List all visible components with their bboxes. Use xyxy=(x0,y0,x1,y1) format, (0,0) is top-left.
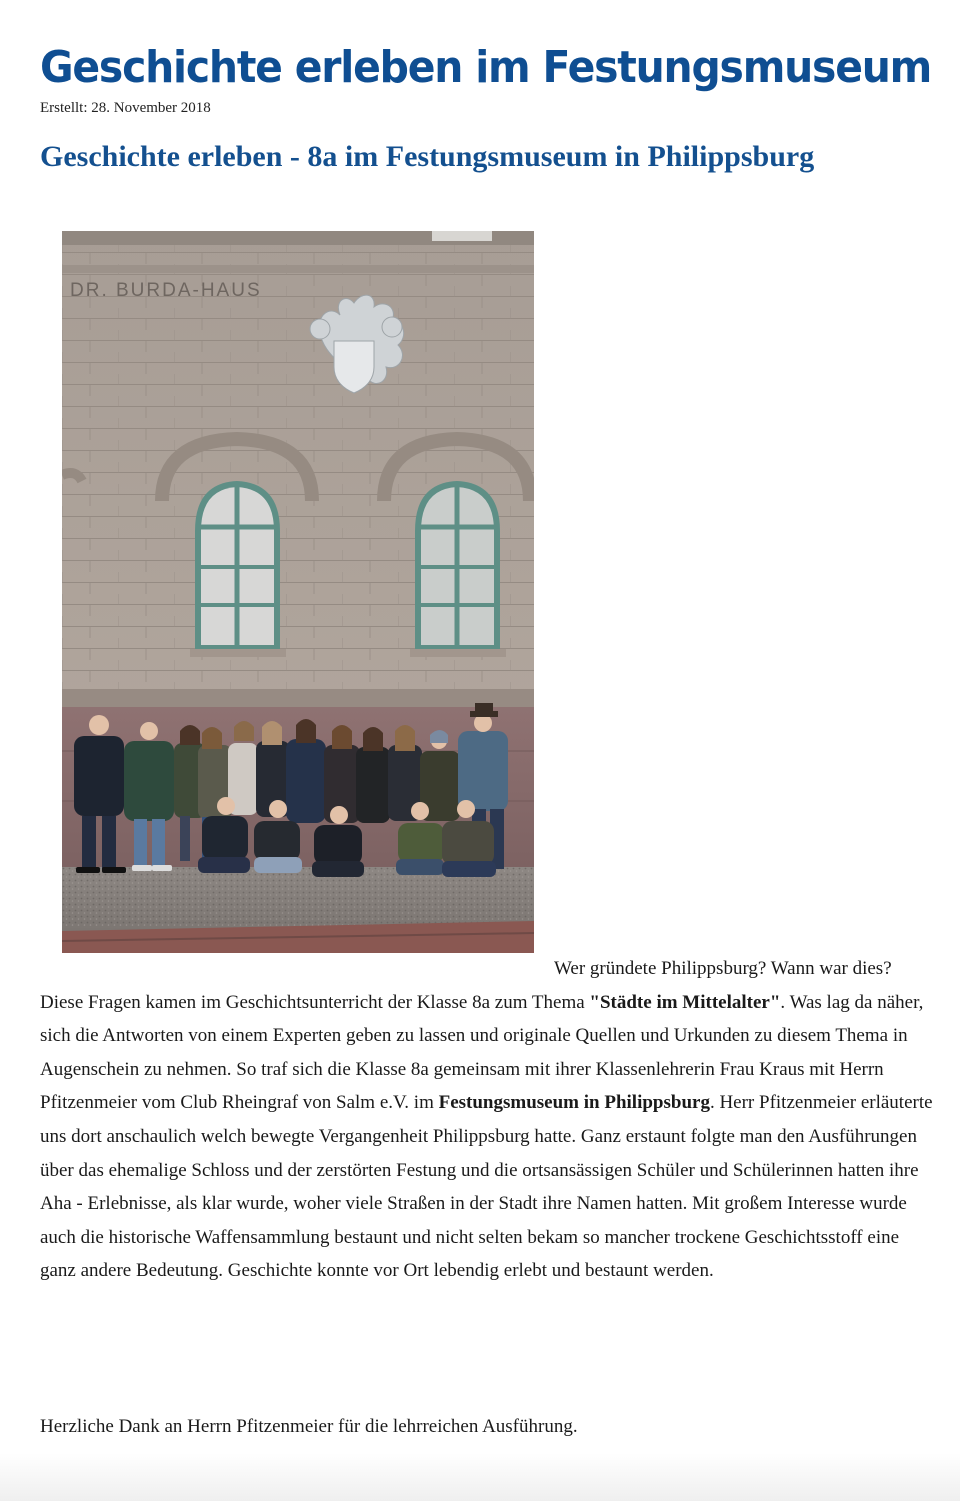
museum-highlight: Festungsmuseum in Philippsburg xyxy=(438,1092,710,1114)
right-window xyxy=(410,481,506,657)
class-photo xyxy=(62,231,534,953)
page-bottom-fade xyxy=(0,1453,960,1501)
article-text-middle: . Was lag da näher, sich die Antworten von einem Experten geben zu lassen und originale Quellen und Urkunden zu diesem Thema in Augenschein zu nehmen. So traf sich die Klasse 8a gemeinsam mit ihrer Klassenlehrerin Frau Kraus mit Herrn Pfitzenmeier vom Club Rheingraf von Salm e.V. im xyxy=(40,991,924,1114)
building-inscription: DR. BURDA-HAUS xyxy=(70,280,262,301)
thanks-note: Herzliche Dank an Herrn Pfitzenmeier für die lehrreichen Ausführung. xyxy=(40,1416,578,1437)
article-subtitle: Geschichte erleben - 8a im Festungsmuseum in Philippsburg xyxy=(40,140,815,173)
topic-highlight: "Städte im Mittelalter" xyxy=(589,991,781,1013)
created-date: Erstellt: 28. November 2018 xyxy=(40,100,211,116)
article-text-end: . Herr Pfitzenmeier erläuterte uns dort anschaulich welch bewegte Vergangenheit Philippsburg hatte. Ganz erstaunt folgte man den Ausführungen über das ehemalige Schloss und der zerstörten Festung und die ortsansässigen Schüler und Schülerinnen hatten ihre Aha - Erlebnisse, als klar wurde, woher viele Straßen in der Stadt ihre Namen hatten. Mit großem Interesse wurde auch die historische Waffensammlung bestaunt und nicht selten bekam so mancher trockene Geschichtsstoff eine ganz andere Bedeutung. Geschichte konnte vor Ort lebendig erlebt und bestaunt werden. xyxy=(40,1092,933,1282)
left-window xyxy=(190,481,286,657)
article-body xyxy=(40,952,934,1288)
article-text-intro: Wer gründete Philippsburg? Wann war dies? Diese Fragen kamen im Geschichtsunterricht der Klasse 8a zum Thema xyxy=(40,958,892,1013)
page-title: Geschichte erleben im Festungsmuseum xyxy=(40,42,932,93)
